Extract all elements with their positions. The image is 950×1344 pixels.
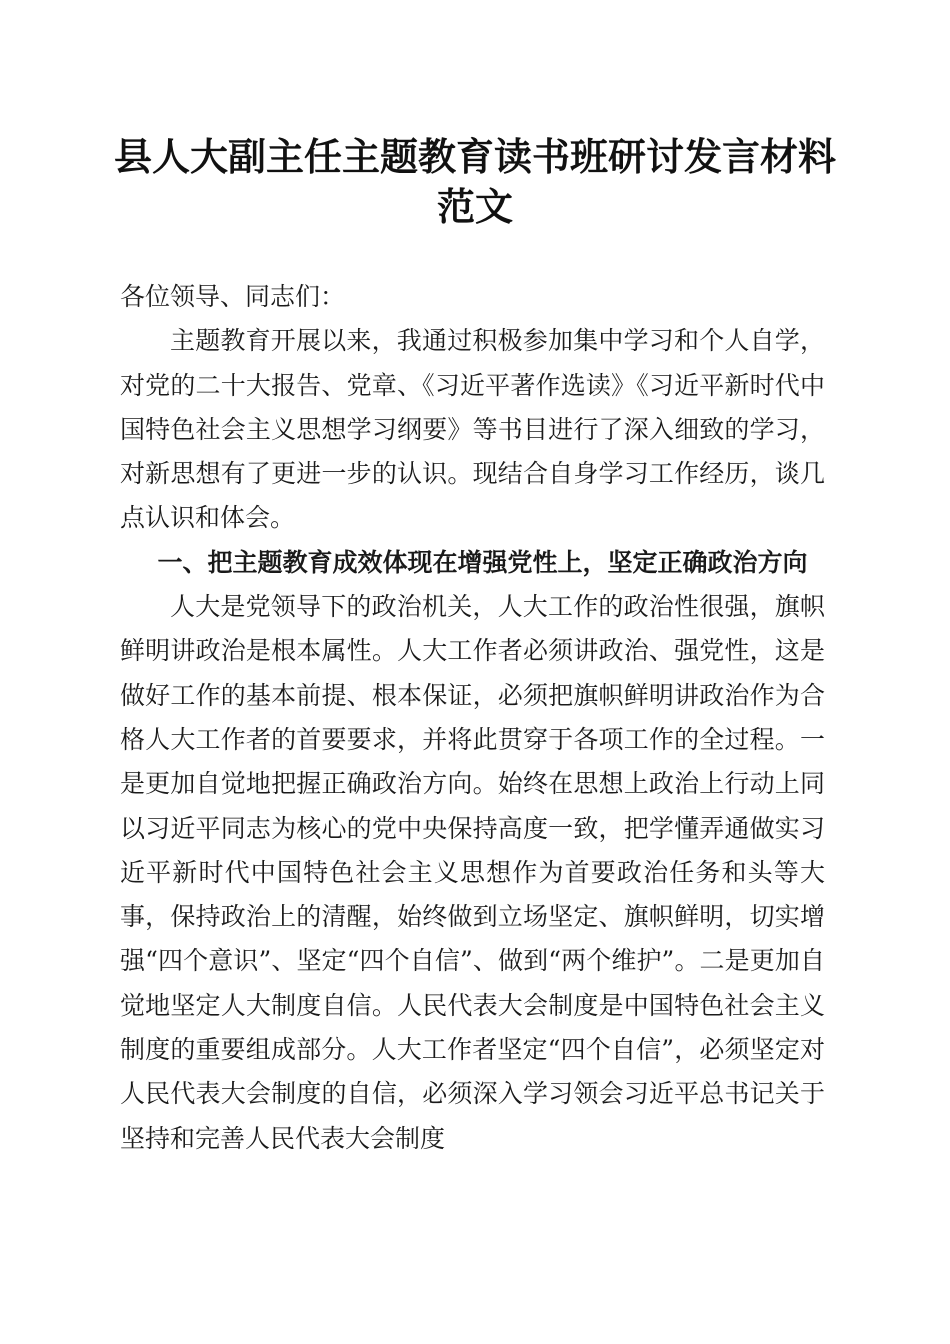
section-heading-1: 一、把主题教育成效体现在增强党性上，坚定正确政治方向 [157, 547, 808, 577]
document-body [120, 275, 825, 1161]
document-title: 县人大副主任主题教育读书班研讨发言材料范文 [113, 134, 836, 229]
section-1-paragraph: 人大是党领导下的政治机关，人大工作的政治性很强，旗帜鲜明讲政治是根本属性。人大工作者必须讲政治、强党性，这是做好工作的基本前提、根本保证，必须把旗帜鲜明讲政治作为合格人大工作者的首要要求，并将此贯穿于各项工作的全过程。一是更加自觉地把握正确政治方向。始终在思想上政治上行动上同以习近平同志为核心的党中央保持高度一致，把学懂弄通做实习近平新时代中国特色社会主义思想作为首要政治任务和头等大事，保持政治上的清醒，始终做到立场坚定、旗帜鲜明，切实增强“四个意识”、坚定“四个自信”、做到“两个维护”。二是更加自觉地坚定人大制度自信。人民代表大会制度是中国特色社会主义制度的重要组成部分。人大工作者坚定“四个自信”，必须坚定对人民代表大会制度的自信，必须深入学习领会习近平总书记关于坚持和完善人民代表大会制度 [120, 592, 825, 1153]
salutation: 各位领导、同志们： [120, 282, 346, 311]
intro-paragraph: 主题教育开展以来，我通过积极参加集中学习和个人自学，对党的二十大报告、党章、《习近平著作选读》《习近平新时代中国特色社会主义思想学习纲要》等书目进行了深入细致的学习，对新思想有了更进一步的认识。现结合自身学习工作经历，谈几点认识和体会。 [120, 326, 825, 533]
